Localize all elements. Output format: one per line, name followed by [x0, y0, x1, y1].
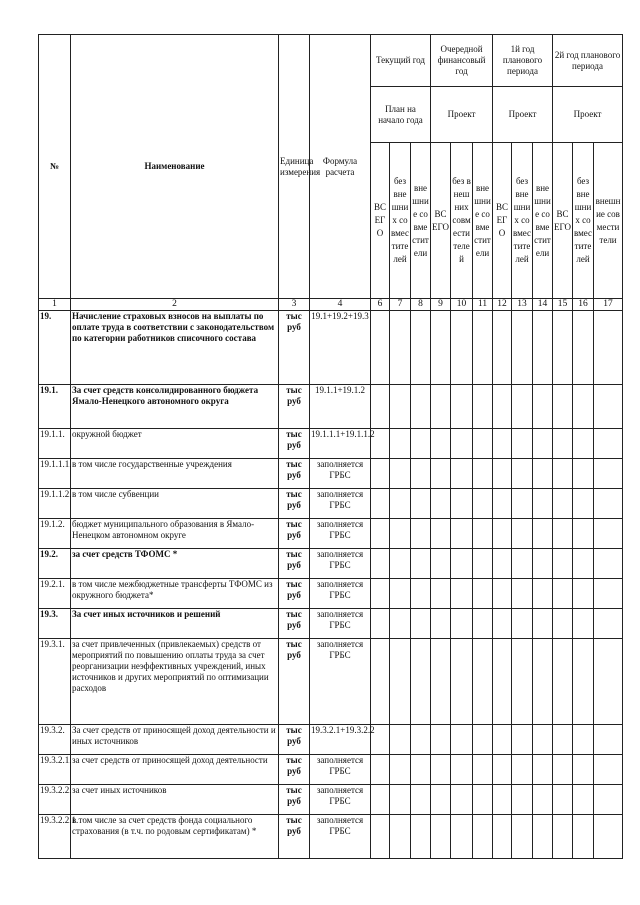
header-total: ВСЕГО — [493, 143, 512, 299]
value-cell[interactable] — [493, 785, 512, 815]
value-cell[interactable] — [473, 429, 493, 459]
value-cell[interactable] — [573, 609, 594, 639]
value-cell[interactable] — [431, 311, 451, 385]
value-cell[interactable] — [473, 579, 493, 609]
header-next-year: Очередной финансовый год — [431, 35, 493, 87]
column-number: 17 — [594, 299, 623, 311]
value-cell[interactable] — [594, 639, 623, 725]
table-row — [39, 785, 623, 815]
value-cell[interactable] — [431, 549, 451, 579]
value-cell[interactable] — [473, 549, 493, 579]
value-cell[interactable] — [431, 609, 451, 639]
value-cell[interactable] — [371, 815, 390, 859]
header-without-ext: без внешних совместителей — [573, 143, 594, 299]
value-cell[interactable] — [533, 579, 553, 609]
value-cell[interactable] — [371, 385, 390, 429]
row-number: 19.3.2. — [39, 725, 71, 755]
row-number: 19.1. — [39, 385, 71, 429]
row-formula: заполняется ГРБС — [310, 549, 371, 579]
value-cell[interactable] — [473, 519, 493, 549]
value-cell[interactable] — [411, 579, 431, 609]
row-formula: 19.3.2.1+19.3.2.2 — [310, 725, 371, 755]
value-cell[interactable] — [553, 755, 573, 785]
value-cell[interactable] — [473, 459, 493, 489]
value-cell[interactable] — [493, 755, 512, 785]
row-unit: тыс руб — [279, 609, 310, 639]
row-number: 19.3.1. — [39, 639, 71, 725]
header-name: Наименование — [71, 35, 279, 299]
value-cell[interactable] — [594, 785, 623, 815]
column-number: 12 — [493, 299, 512, 311]
row-formula: заполняется ГРБС — [310, 755, 371, 785]
value-cell[interactable] — [473, 609, 493, 639]
value-cell[interactable] — [451, 549, 473, 579]
value-cell[interactable] — [371, 639, 390, 725]
value-cell[interactable] — [431, 639, 451, 725]
value-cell[interactable] — [493, 609, 512, 639]
row-unit: тыс руб — [279, 385, 310, 429]
value-cell[interactable] — [431, 725, 451, 755]
header-current-year: Текущий год — [371, 35, 431, 87]
value-cell[interactable] — [553, 785, 573, 815]
value-cell[interactable] — [573, 311, 594, 385]
header-formula: Формула расчета — [310, 35, 371, 299]
header-unit: Единица измерения — [279, 35, 310, 299]
column-number: 14 — [533, 299, 553, 311]
value-cell[interactable] — [512, 519, 533, 549]
table-body — [39, 311, 623, 859]
value-cell[interactable] — [390, 755, 411, 785]
row-unit: тыс руб — [279, 311, 310, 385]
value-cell[interactable] — [512, 385, 533, 429]
column-number: 15 — [553, 299, 573, 311]
table-row — [39, 459, 623, 489]
value-cell[interactable] — [390, 519, 411, 549]
row-number: 19. — [39, 311, 71, 385]
row-formula: 19.1.1.1+19.1.1.2 — [310, 429, 371, 459]
value-cell[interactable] — [573, 725, 594, 755]
value-cell[interactable] — [371, 609, 390, 639]
value-cell[interactable] — [533, 755, 553, 785]
table-row — [39, 815, 623, 859]
header-plan-start: План на начало года — [371, 87, 431, 143]
value-cell[interactable] — [411, 459, 431, 489]
value-cell[interactable] — [411, 639, 431, 725]
column-number: 6 — [371, 299, 390, 311]
value-cell[interactable] — [371, 579, 390, 609]
value-cell[interactable] — [573, 755, 594, 785]
row-name: за счет иных источников — [71, 785, 279, 815]
row-formula: заполняется ГРБС — [310, 639, 371, 725]
value-cell[interactable] — [473, 311, 493, 385]
value-cell[interactable] — [512, 815, 533, 859]
header-plan-year-2: 2й год планового периода — [553, 35, 623, 87]
budget-table — [38, 34, 623, 859]
row-unit: тыс руб — [279, 549, 310, 579]
header-project-next: Проект — [431, 87, 493, 143]
value-cell[interactable] — [533, 519, 553, 549]
value-cell[interactable] — [553, 385, 573, 429]
value-cell[interactable] — [573, 429, 594, 459]
value-cell[interactable] — [533, 311, 553, 385]
value-cell[interactable] — [594, 755, 623, 785]
column-number: 13 — [512, 299, 533, 311]
value-cell[interactable] — [431, 489, 451, 519]
value-cell[interactable] — [451, 609, 473, 639]
value-cell[interactable] — [512, 459, 533, 489]
value-cell[interactable] — [553, 429, 573, 459]
value-cell[interactable] — [390, 609, 411, 639]
header-number: № — [39, 35, 71, 299]
value-cell[interactable] — [553, 549, 573, 579]
row-unit: тыс руб — [279, 459, 310, 489]
value-cell[interactable] — [411, 815, 431, 859]
value-cell[interactable] — [533, 725, 553, 755]
row-unit: тыс руб — [279, 785, 310, 815]
value-cell[interactable] — [594, 815, 623, 859]
value-cell[interactable] — [371, 311, 390, 385]
value-cell[interactable] — [493, 311, 512, 385]
value-cell[interactable] — [473, 639, 493, 725]
header-total: ВСЕГО — [371, 143, 390, 299]
row-name: за счет средств ТФОМС * — [71, 549, 279, 579]
column-numbers-row — [39, 299, 623, 311]
value-cell[interactable] — [451, 429, 473, 459]
row-formula: 19.1.1+19.1.2 — [310, 385, 371, 429]
header-ext: внешние совместители — [533, 143, 553, 299]
value-cell[interactable] — [573, 639, 594, 725]
row-unit: тыс руб — [279, 429, 310, 459]
value-cell[interactable] — [451, 639, 473, 725]
value-cell[interactable] — [411, 609, 431, 639]
value-cell[interactable] — [573, 385, 594, 429]
row-unit: тыс руб — [279, 519, 310, 549]
row-name: За счет средств от приносящей доход деятельности и иных источников — [71, 725, 279, 755]
table-row — [39, 725, 623, 755]
column-number: 3 — [279, 299, 310, 311]
row-number: 19.3.2.1. — [39, 755, 71, 785]
table-row — [39, 489, 623, 519]
row-name: в том числе государственные учреждения — [71, 459, 279, 489]
value-cell[interactable] — [533, 459, 553, 489]
value-cell[interactable] — [512, 639, 533, 725]
row-number: 19.1.1.2. — [39, 489, 71, 519]
header-without-ext: без внешних совместителей — [390, 143, 411, 299]
column-number: 8 — [411, 299, 431, 311]
value-cell[interactable] — [473, 725, 493, 755]
value-cell[interactable] — [553, 459, 573, 489]
value-cell[interactable] — [451, 519, 473, 549]
row-formula: заполняется ГРБС — [310, 609, 371, 639]
value-cell[interactable] — [451, 489, 473, 519]
value-cell[interactable] — [493, 579, 512, 609]
value-cell[interactable] — [451, 755, 473, 785]
value-cell[interactable] — [493, 639, 512, 725]
value-cell[interactable] — [533, 549, 553, 579]
value-cell[interactable] — [371, 459, 390, 489]
column-number: 7 — [390, 299, 411, 311]
value-cell[interactable] — [411, 429, 431, 459]
value-cell[interactable] — [411, 385, 431, 429]
table-row — [39, 385, 623, 429]
value-cell[interactable] — [594, 385, 623, 429]
value-cell[interactable] — [573, 459, 594, 489]
table-row — [39, 755, 623, 785]
value-cell[interactable] — [573, 519, 594, 549]
row-unit: тыс руб — [279, 489, 310, 519]
value-cell[interactable] — [390, 385, 411, 429]
value-cell[interactable] — [594, 311, 623, 385]
value-cell[interactable] — [390, 785, 411, 815]
value-cell[interactable] — [533, 639, 553, 725]
row-number: 19.3.2.2.1. — [39, 815, 71, 859]
value-cell[interactable] — [594, 549, 623, 579]
value-cell[interactable] — [553, 579, 573, 609]
value-cell[interactable] — [431, 385, 451, 429]
value-cell[interactable] — [553, 609, 573, 639]
value-cell[interactable] — [390, 815, 411, 859]
value-cell[interactable] — [371, 519, 390, 549]
header-total: ВСЕГО — [431, 143, 451, 299]
value-cell[interactable] — [473, 489, 493, 519]
value-cell[interactable] — [371, 489, 390, 519]
value-cell[interactable] — [473, 755, 493, 785]
value-cell[interactable] — [411, 489, 431, 519]
value-cell[interactable] — [371, 755, 390, 785]
value-cell[interactable] — [411, 755, 431, 785]
value-cell[interactable] — [431, 459, 451, 489]
row-formula: заполняется ГРБС — [310, 459, 371, 489]
value-cell[interactable] — [512, 785, 533, 815]
value-cell[interactable] — [553, 311, 573, 385]
column-number: 2 — [71, 299, 279, 311]
value-cell[interactable] — [473, 785, 493, 815]
value-cell[interactable] — [573, 549, 594, 579]
row-number: 19.2. — [39, 549, 71, 579]
value-cell[interactable] — [431, 785, 451, 815]
row-unit: тыс руб — [279, 725, 310, 755]
value-cell[interactable] — [451, 385, 473, 429]
row-unit: тыс руб — [279, 755, 310, 785]
row-number: 19.1.1.1. — [39, 459, 71, 489]
value-cell[interactable] — [473, 815, 493, 859]
value-cell[interactable] — [512, 579, 533, 609]
value-cell[interactable] — [411, 725, 431, 755]
value-cell[interactable] — [390, 725, 411, 755]
row-formula: заполняется ГРБС — [310, 489, 371, 519]
header-ext: внешние совместители — [473, 143, 493, 299]
value-cell[interactable] — [390, 579, 411, 609]
row-unit: тыс руб — [279, 639, 310, 725]
budget-table-sheet — [38, 34, 623, 859]
row-name: за счет привлеченных (привлекаемых) средств от мероприятий по повышению оплаты труда за счет реорганизации неэффективных учреждений, иных источников и других мероприятий по оптимизации расходов — [71, 639, 279, 725]
value-cell[interactable] — [390, 429, 411, 459]
row-name: за счет средств от приносящей доход деятельности — [71, 755, 279, 785]
table-row — [39, 519, 623, 549]
row-number: 19.1.1. — [39, 429, 71, 459]
value-cell[interactable] — [390, 489, 411, 519]
value-cell[interactable] — [594, 725, 623, 755]
value-cell[interactable] — [431, 579, 451, 609]
value-cell[interactable] — [493, 459, 512, 489]
value-cell[interactable] — [390, 549, 411, 579]
value-cell[interactable] — [512, 609, 533, 639]
row-unit: тыс руб — [279, 815, 310, 859]
column-number: 9 — [431, 299, 451, 311]
column-number: 11 — [473, 299, 493, 311]
value-cell[interactable] — [493, 725, 512, 755]
value-cell[interactable] — [512, 549, 533, 579]
row-formula: 19.1+19.2+19.3 — [310, 311, 371, 385]
row-formula: заполняется ГРБС — [310, 785, 371, 815]
value-cell[interactable] — [431, 755, 451, 785]
value-cell[interactable] — [512, 725, 533, 755]
value-cell[interactable] — [594, 429, 623, 459]
value-cell[interactable] — [573, 815, 594, 859]
value-cell[interactable] — [512, 311, 533, 385]
value-cell[interactable] — [493, 549, 512, 579]
value-cell[interactable] — [451, 815, 473, 859]
row-name: окружной бюджет — [71, 429, 279, 459]
value-cell[interactable] — [533, 609, 553, 639]
value-cell[interactable] — [431, 519, 451, 549]
value-cell[interactable] — [594, 609, 623, 639]
row-number: 19.3.2.2. — [39, 785, 71, 815]
value-cell[interactable] — [390, 311, 411, 385]
header-plan-year-1: 1й год планового периода — [493, 35, 553, 87]
row-name: Начисление страховых взносов на выплаты по оплате труда в соответствии с законодательством по категории работников списочного состава — [71, 311, 279, 385]
row-name: в том числе за счет средств фонда социального страхования (в т.ч. по родовым сертификатам) * — [71, 815, 279, 859]
value-cell[interactable] — [451, 579, 473, 609]
value-cell[interactable] — [553, 489, 573, 519]
value-cell[interactable] — [411, 519, 431, 549]
value-cell[interactable] — [390, 639, 411, 725]
value-cell[interactable] — [451, 311, 473, 385]
value-cell[interactable] — [533, 815, 553, 859]
header-ext: внешние совместители — [594, 143, 623, 299]
header-without-ext: без внешних совместителей — [512, 143, 533, 299]
table-row — [39, 609, 623, 639]
table-row — [39, 311, 623, 385]
column-number: 10 — [451, 299, 473, 311]
column-number: 16 — [573, 299, 594, 311]
value-cell[interactable] — [493, 385, 512, 429]
header-without-ext: без внешних совместителей — [451, 143, 473, 299]
value-cell[interactable] — [573, 579, 594, 609]
row-formula: заполняется ГРБС — [310, 579, 371, 609]
value-cell[interactable] — [451, 725, 473, 755]
value-cell[interactable] — [493, 815, 512, 859]
value-cell[interactable] — [512, 489, 533, 519]
value-cell[interactable] — [431, 815, 451, 859]
value-cell[interactable] — [553, 725, 573, 755]
value-cell[interactable] — [594, 519, 623, 549]
value-cell[interactable] — [451, 459, 473, 489]
table-row — [39, 549, 623, 579]
column-number: 1 — [39, 299, 71, 311]
value-cell[interactable] — [533, 489, 553, 519]
row-name: в том числе межбюджетные трансферты ТФОМС из окружного бюджета* — [71, 579, 279, 609]
value-cell[interactable] — [594, 459, 623, 489]
value-cell[interactable] — [533, 785, 553, 815]
value-cell[interactable] — [493, 519, 512, 549]
header-total: ВСЕГО — [553, 143, 573, 299]
value-cell[interactable] — [533, 429, 553, 459]
value-cell[interactable] — [553, 519, 573, 549]
row-name: в том числе субвенции — [71, 489, 279, 519]
header-ext: внешние совместители — [411, 143, 431, 299]
header-project-year1: Проект — [493, 87, 553, 143]
value-cell[interactable] — [493, 429, 512, 459]
row-name: бюджет муниципального образования в Ямало-Ненецком автономном округе — [71, 519, 279, 549]
value-cell[interactable] — [371, 549, 390, 579]
row-formula: заполняется ГРБС — [310, 815, 371, 859]
row-number: 19.2.1. — [39, 579, 71, 609]
row-number: 19.3. — [39, 609, 71, 639]
value-cell[interactable] — [390, 459, 411, 489]
value-cell[interactable] — [371, 785, 390, 815]
row-formula: заполняется ГРБС — [310, 519, 371, 549]
header-project-year2: Проект — [553, 87, 623, 143]
table-row — [39, 429, 623, 459]
value-cell[interactable] — [553, 639, 573, 725]
column-number: 4 — [310, 299, 371, 311]
value-cell[interactable] — [411, 311, 431, 385]
value-cell[interactable] — [411, 549, 431, 579]
value-cell[interactable] — [594, 579, 623, 609]
value-cell[interactable] — [431, 429, 451, 459]
row-name: За счет иных источников и решений — [71, 609, 279, 639]
row-number: 19.1.2. — [39, 519, 71, 549]
value-cell[interactable] — [553, 815, 573, 859]
table-row — [39, 579, 623, 609]
value-cell[interactable] — [573, 785, 594, 815]
row-unit: тыс руб — [279, 579, 310, 609]
table-header — [39, 35, 623, 311]
value-cell[interactable] — [512, 755, 533, 785]
value-cell[interactable] — [594, 489, 623, 519]
table-row — [39, 639, 623, 725]
value-cell[interactable] — [473, 385, 493, 429]
value-cell[interactable] — [533, 385, 553, 429]
row-name: За счет средств консолидированного бюджета Ямало-Ненецкого автономного округа — [71, 385, 279, 429]
value-cell[interactable] — [493, 489, 512, 519]
value-cell[interactable] — [451, 785, 473, 815]
value-cell[interactable] — [512, 429, 533, 459]
value-cell[interactable] — [573, 489, 594, 519]
value-cell[interactable] — [411, 785, 431, 815]
